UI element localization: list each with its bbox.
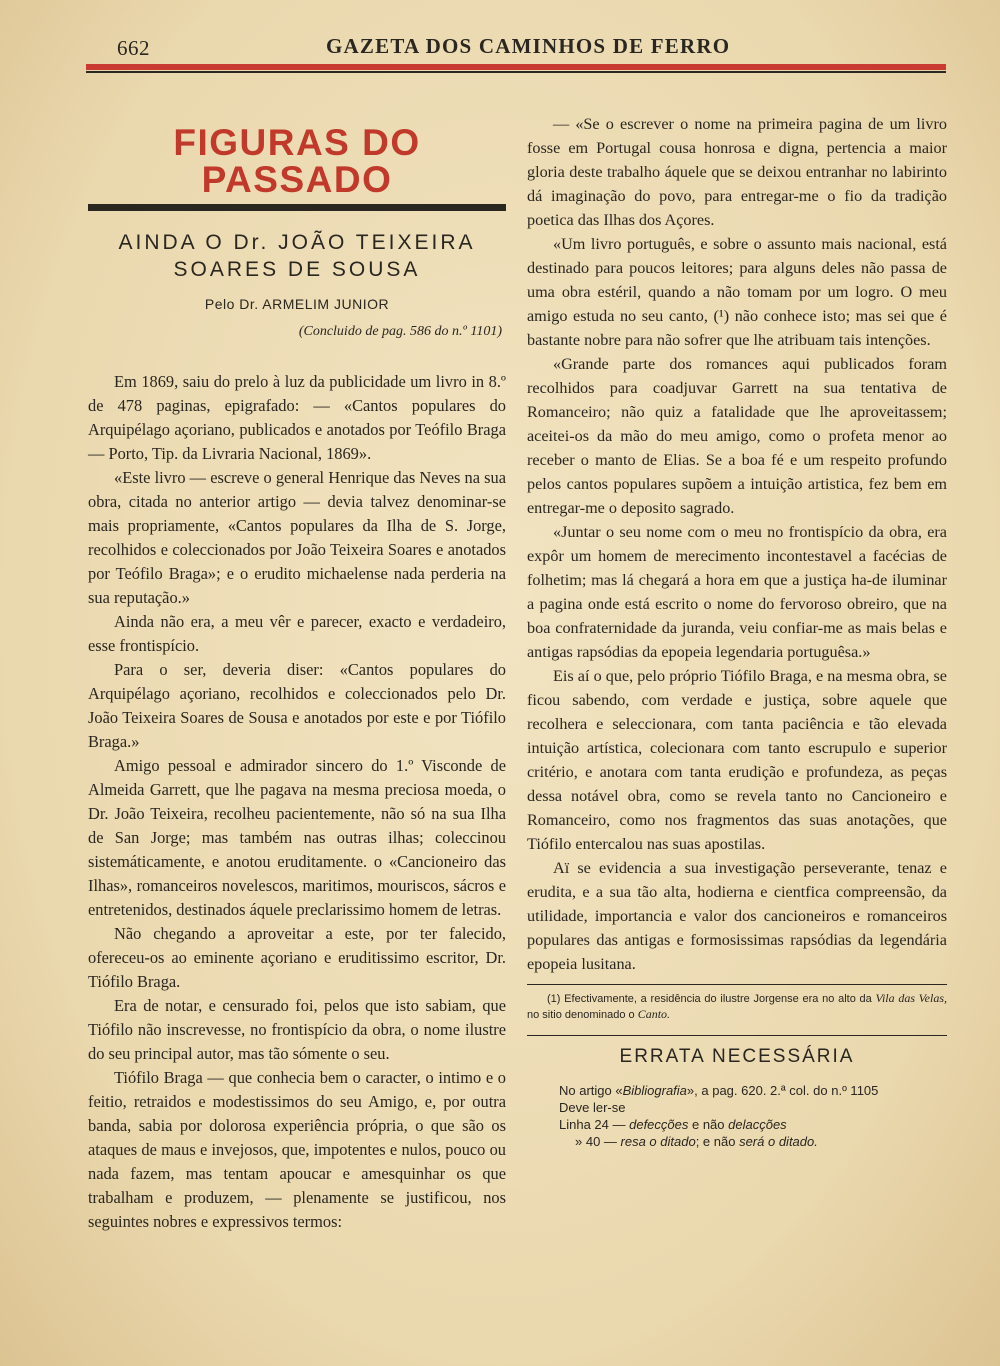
continuation-note: (Concluido de pag. 586 do n.º 1101) [298, 324, 502, 339]
paragraph: — «Se o escrever o nome na primeira pagina de um livro fosse em Portugal cousa honrosa e digna, pertencia a maior gloria deste trabalho áquele que se deixou entranhar no labirinto dá imaginação do povo, para entregar-me o fio da tradição poetica das Ilhas dos Açores. [527, 115, 947, 229]
title-divider [88, 204, 506, 211]
paragraph: Ainda não era, a meu vêr e parecer, exacto e verdadeiro, esse frontispício. [88, 612, 506, 655]
errata-text: e não [688, 1117, 729, 1132]
errata-text: Bibliografia [622, 1083, 687, 1098]
errata-text: No artigo « [559, 1083, 623, 1098]
errata-text: resa o ditado [620, 1134, 696, 1149]
errata-text: », a pag. 620. 2.ª col. do n.º 1105 [686, 1083, 879, 1098]
footnote-italic: Canto. [637, 1007, 671, 1021]
footnote [527, 991, 947, 1023]
right-column [527, 112, 947, 1150]
journal-title: GAZETA DOS CAMINHOS DE FERRO [326, 34, 731, 58]
footnote-italic: Vila das Velas, [875, 991, 948, 1005]
errata-text: delacções [728, 1117, 787, 1132]
section-title: FIGURAS DO PASSADO [173, 122, 421, 200]
paragraph: «Este livro — escreve o general Henrique das Neves na sua obra, citada no anterior artigo — devia talvez denominar-se mais propriamente, «Cantos populares da Ilha de S. Jorge, recolhidos e coleccionados por João Teixeira Soares e anotados por Teófilo Braga»; e o erudito michaelense nada perderia na sua reputação.» [88, 468, 506, 607]
paragraph: Tiófilo Braga — que conhecia bem o caracter, o intimo e o feitio, retraidos e modestissimos do seu Amigo, e, por outra banda, sabia por dolorosa experiência própria, o que são os ataques de maus e invejosos, que, impotentes e nulos, pouco ou nada fazem, mas tentam apoucar e amesquinhar os que trabalham e produzem, — plenamente se justificou, nos seguintes nobres e expressivos termos: [88, 1068, 506, 1231]
header-rule-red [86, 64, 946, 70]
paragraph: Não chegando a aproveitar a este, por ter falecido, ofereceu-os ao eminente açoriano e eruditissimo escritor, Dr. Tiófilo Braga. [88, 924, 506, 991]
errata-divider [527, 1035, 947, 1036]
footnote-text: no sitio denominado o [527, 1009, 638, 1021]
errata-title: ERRATA NECESSÁRIA [619, 1046, 855, 1067]
paragraph: Era de notar, e censurado foi, pelos que isto sabiam, que Tiófilo não inscrevesse, no frontispício da obra, o nome ilustre do seu principal autor, mas tão sómente o seu. [88, 996, 506, 1063]
paragraph: Aï se evidencia a sua investigação perseverante, tenaz e erudita, e a sua tão alta, hodierna e cientfica compreensão, da utilidade, importancia e valor dos cancioneiros e romanceiros populares das antigas e formosissimas rapsódias da legendária epopeia lusitana. [527, 859, 947, 973]
paragraph: Para o ser, deveria diser: «Cantos populares do Arquipélago açoriano, recolhidos e coleccionados pelo Dr. João Teixeira Soares de Sousa e anotados por este e por Tiófilo Braga.» [88, 660, 506, 751]
errata-line [527, 1133, 947, 1150]
header-rule-black [86, 71, 946, 73]
errata-text: defecções [629, 1117, 689, 1132]
paragraph: Amigo pessoal e admirador sincero do 1.º Visconde de Almeida Garrett, que lhe pagava na mesma preciosa moeda, o Dr. João Teixeira, recolheu pacientemente, não só na sua Ilha de San Jorge; mas também nas outras ilhas; coleccinou sistemáticamente, e anotou eruditamente. o «Cancioneiro das Ilhas», romanceiros novelescos, maritimos, mouriscos, sácros e entretenidos, destinados áquele preclarissimo homem de letras. [88, 756, 506, 919]
article-title [88, 229, 506, 283]
article-title-line: AINDA O Dr. JOÃO TEIXEIRA [118, 231, 476, 254]
errata-text: Linha 24 — [559, 1117, 630, 1132]
errata-text: será o ditado. [739, 1134, 818, 1149]
errata-line [527, 1082, 947, 1099]
errata-text: » 40 — [575, 1134, 621, 1149]
errata-line [527, 1116, 947, 1133]
page-number: 662 [117, 36, 150, 60]
paragraph: «Um livro português, e sobre o assunto mais nacional, está destinado para poucos leitores; para alguns deles não passa de uma obra estéril, quando a não tomam por um logro. O meu amigo estuda no seu canto, (¹) não conhece isto; mas sei que é bastante nobre para não sofrer que lhe atribuam tais intenções. [527, 235, 947, 349]
footnote-divider [527, 984, 947, 985]
paragraph: «Grande parte dos romances aqui publicados foram recolhidos para coadjuvar Garrett na sua tentativa de Romanceiro; não quiz a fatalidade que lhe aproveitassem; aceitei-os da mão do meu amigo, como o profeta menor ao receber o manto de Elias. Se a boa fé e um respeito profundo pelos cantos populares supõem a intuição artistica, fez bem em entregar-me o deposito sagrado. [527, 355, 947, 517]
left-column [88, 110, 506, 1234]
left-body [88, 370, 506, 1234]
byline: Pelo Dr. ARMELIM JUNIOR [204, 296, 390, 312]
paragraph: Em 1869, saiu do prelo à luz da publicidade um livro in 8.º de 478 paginas, epigrafado: — «Cantos populares do Arquipélago açoriano, publicados e anotados por Teófilo Braga — Porto, Tip. da Livraria Nacional, 1869». [88, 372, 506, 463]
article-title-line: SOARES DE SOUSA [173, 258, 421, 281]
errata-line: Deve ler-se [559, 1100, 626, 1115]
paragraph: «Juntar o seu nome com o meu no frontispício da obra, era expôr um homem de merecimento incontestavel a facécias de folhetim; mas lá chegará a hora em que a justiça ha-de iluminar a pagina onde está escrito o nome do fervoroso obreiro, que na boa confraternidade da juranda, veiu confiar-me as mais belas e antigas rapsódias da epopeia legendaria portuguêsa.» [527, 523, 947, 661]
errata-text: ; e não [695, 1134, 740, 1149]
paragraph: Eis aí o que, pelo próprio Tiófilo Braga, e na mesma obra, se ficou sabendo, com verdade e justiça, sobre aquele que recolhera e seleccionara, com tanta paciência e tão elevada intuição artística, colecionara com tanto escrupulo e superior critério, e anotara com tanta erudição e profundeza, as peças dessa notável obra, como se revela tanto no Cancioneiro e Romanceiro, como nos fragmentos das suas anotações, que Tiófilo entercalou nas suas apostilas. [527, 667, 947, 853]
footnote-text: (1) Efectivamente, a residência do ilustre Jorgense era no alto da [547, 993, 872, 1005]
